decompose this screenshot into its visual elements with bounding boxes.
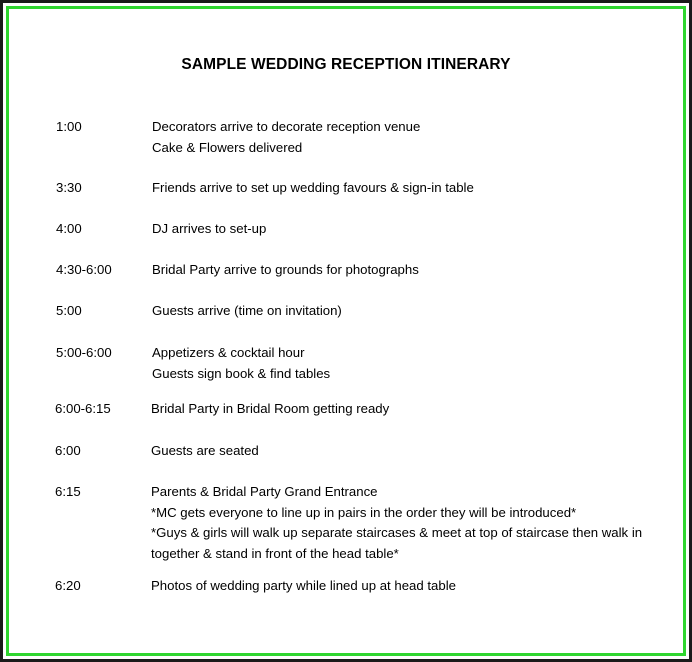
itinerary-time: 6:15 [55,484,81,499]
itinerary-description [152,178,662,199]
itinerary-time: 1:00 [56,119,82,134]
itinerary-line: Bridal Party arrive to grounds for photographs [152,262,419,277]
itinerary-description [152,219,662,240]
itinerary-time: 4:00 [56,221,82,236]
itinerary-time: 6:20 [55,578,81,593]
itinerary-time: 3:30 [56,180,82,195]
itinerary-line: Cake & Flowers delivered [152,139,303,155]
itinerary-description [152,117,662,158]
itinerary-line: Appetizers & cocktail hour [152,345,305,360]
itinerary-line: Parents & Bridal Party Grand Entrance [151,484,378,499]
itinerary-time: 6:00-6:15 [55,401,111,416]
itinerary-line: Guests arrive (time on invitation) [152,303,342,318]
itinerary-line: Guests are seated [151,443,259,458]
itinerary-line: Photos of wedding party while lined up at head table [151,578,456,593]
itinerary-description [152,301,662,322]
itinerary-time: 5:00 [56,303,82,318]
itinerary-description [151,399,661,420]
itinerary-line: Decorators arrive to decorate reception venue [152,119,421,134]
itinerary-line: Bridal Party in Bridal Room getting ready [151,401,390,416]
itinerary-line: Guests sign book & find tables [152,365,331,381]
itinerary-line: *MC gets everyone to line up in pairs in the order they will be introduced* [151,504,577,520]
itinerary-line: together & stand in front of the head table* [151,545,399,561]
itinerary-time: 5:00-6:00 [56,345,112,360]
itinerary-line: DJ arrives to set-up [152,221,267,236]
itinerary-description [151,482,661,564]
itinerary-time: 6:00 [55,443,81,458]
itinerary-time: 4:30-6:00 [56,262,112,277]
itinerary-description [152,343,662,384]
document-title: SAMPLE WEDDING RECEPTION ITINERARY [181,56,511,73]
itinerary-description [151,576,661,597]
itinerary-line: *Guys & girls will walk up separate staircases & meet at top of staircase then walk in [151,525,643,540]
itinerary-line: Friends arrive to set up wedding favours & sign-in table [152,180,474,195]
itinerary-description [151,441,661,462]
itinerary-description [152,260,662,281]
